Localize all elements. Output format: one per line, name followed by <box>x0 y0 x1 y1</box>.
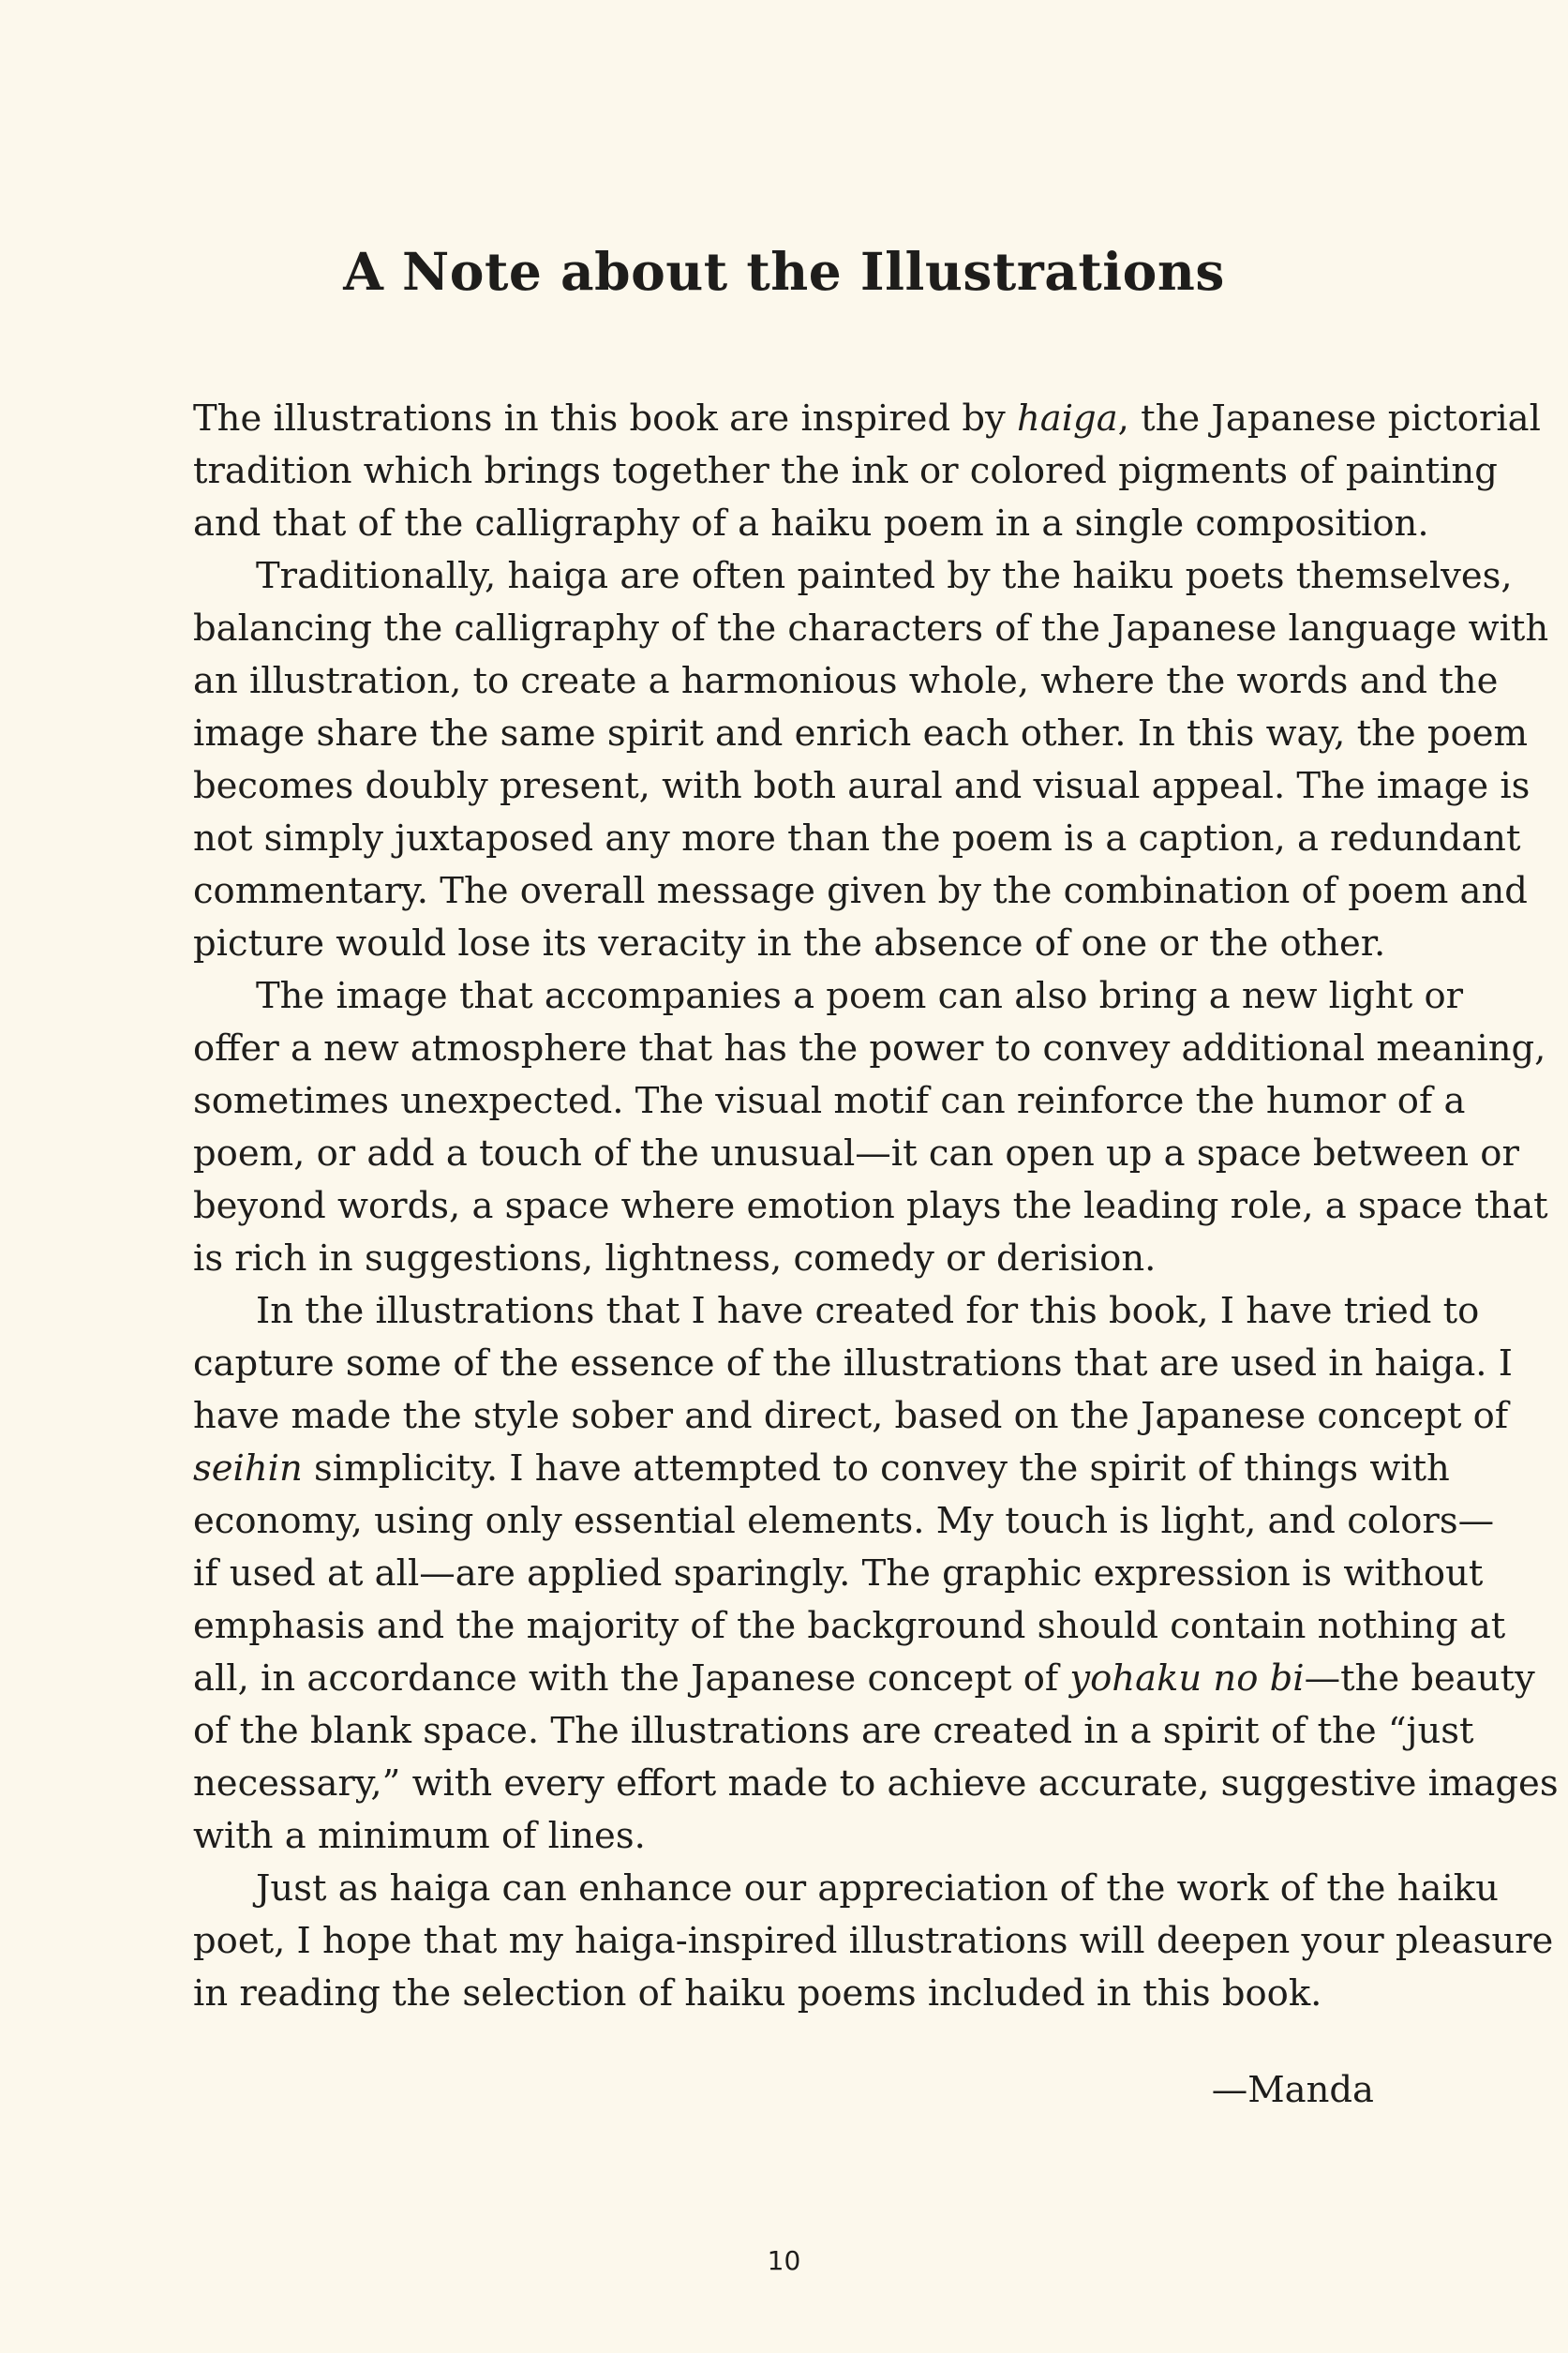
paragraph-line <box>193 1128 1519 1180</box>
text-run: balancing the calligraphy of the characters of the Japanese language with <box>193 607 1549 650</box>
text-run: with a minimum of lines. <box>193 1815 646 1857</box>
paragraph-line <box>193 1705 1474 1758</box>
text-run: if used at all—are applied sparingly. The graphic expression is without <box>193 1552 1484 1595</box>
paragraph-line <box>193 1023 1546 1075</box>
italic-term: yohaku no bi <box>1069 1657 1305 1700</box>
paragraph-line <box>193 1653 1535 1705</box>
paragraph-line <box>193 1600 1506 1653</box>
paragraph-line <box>193 1968 1374 2020</box>
paragraph-line <box>193 1443 1450 1495</box>
text-run: poet, I hope that my haiga-inspired illustrations will deepen your pleasure <box>193 1920 1554 1962</box>
paragraph-line <box>193 760 1531 813</box>
text-run: Traditionally, haiga are often painted by the haiku poets themselves, <box>256 555 1513 597</box>
paragraph-line <box>193 708 1529 760</box>
paragraph-line <box>193 498 1429 550</box>
paragraph-line <box>193 1758 1559 1810</box>
text-run: all, in accordance with the Japanese concept of <box>193 1657 1070 1700</box>
paragraph-line <box>193 1863 1499 1915</box>
text-run: an illustration, to create a harmonious whole, where the words and the <box>193 660 1499 702</box>
text-run: of the blank space. The illustrations are created in a spirit of the “just <box>193 1710 1474 1752</box>
italic-term: seihin <box>193 1447 303 1490</box>
text-run: and that of the calligraphy of a haiku poem in a single composition. <box>193 502 1429 545</box>
paragraph-line <box>193 603 1549 655</box>
text-run: image share the same spirit and enrich each other. In this way, the poem <box>193 712 1529 755</box>
text-run: becomes doubly present, with both aural and visual appeal. The image is <box>193 765 1531 807</box>
paragraph-line <box>193 1075 1466 1128</box>
page-number: 10 <box>767 2245 801 2276</box>
body-text <box>193 393 1559 2020</box>
paragraph-line <box>193 1338 1513 1390</box>
page-title: A Note about the Illustrations <box>343 241 1225 302</box>
text-run: in reading the selection of haiku poems included in this book. <box>193 1972 1322 2015</box>
paragraph-line <box>193 970 1464 1023</box>
text-run: , the Japanese pictorial <box>1117 397 1541 440</box>
paragraph-line <box>193 550 1513 603</box>
paragraph-line <box>193 1285 1480 1338</box>
text-run: is rich in suggestions, lightness, comedy or derision. <box>193 1237 1157 1280</box>
paragraph-line <box>193 1915 1554 1968</box>
paragraph-line <box>193 393 1541 445</box>
paragraph-line <box>193 1548 1484 1600</box>
paragraph-line <box>193 1495 1495 1548</box>
text-run: offer a new atmosphere that has the power to convey additional meaning, <box>193 1027 1546 1070</box>
text-run: —the beauty <box>1304 1657 1535 1700</box>
text-run: beyond words, a space where emotion plays the leading role, a space that <box>193 1185 1548 1227</box>
text-run: tradition which brings together the ink or colored pigments of painting <box>193 450 1498 492</box>
text-run: capture some of the essence of the illustrations that are used in haiga. I <box>193 1342 1513 1385</box>
text-run: sometimes unexpected. The visual motif can reinforce the humor of a <box>193 1080 1466 1122</box>
text-run: poem, or add a touch of the unusual—it can open up a space between or <box>193 1132 1519 1175</box>
text-run: have made the style sober and direct, based on the Japanese concept of <box>193 1395 1509 1437</box>
text-run: The image that accompanies a poem can also bring a new light or <box>256 975 1464 1017</box>
italic-term: haiga <box>1016 397 1118 440</box>
paragraph-line <box>193 918 1386 970</box>
text-run: simplicity. I have attempted to convey the spirit of things with <box>302 1447 1450 1490</box>
paragraph-line <box>193 1180 1548 1233</box>
paragraph-line <box>193 1810 1374 1863</box>
text-run: The illustrations in this book are inspired by <box>193 397 1017 440</box>
text-run: emphasis and the majority of the background should contain nothing at <box>193 1605 1506 1647</box>
text-run: economy, using only essential elements. My touch is light, and colors— <box>193 1500 1495 1542</box>
text-run: Just as haiga can enhance our appreciation of the work of the haiku <box>256 1867 1499 1910</box>
paragraph-line <box>193 445 1498 498</box>
text-run: picture would lose its veracity in the absence of one or the other. <box>193 922 1386 965</box>
text-run: not simply juxtaposed any more than the poem is a caption, a redundant <box>193 817 1521 860</box>
author-signature: —Manda <box>1211 2069 1374 2111</box>
text-run: commentary. The overall message given by the combination of poem and <box>193 870 1528 912</box>
text-run: In the illustrations that I have created for this book, I have tried to <box>256 1290 1480 1332</box>
text-run: necessary,” with every effort made to achieve accurate, suggestive images <box>193 1762 1559 1805</box>
paragraph-line <box>193 1390 1509 1443</box>
paragraph-line <box>193 1233 1374 1285</box>
paragraph-line <box>193 865 1528 918</box>
paragraph-line <box>193 813 1521 865</box>
paragraph-line <box>193 655 1499 708</box>
